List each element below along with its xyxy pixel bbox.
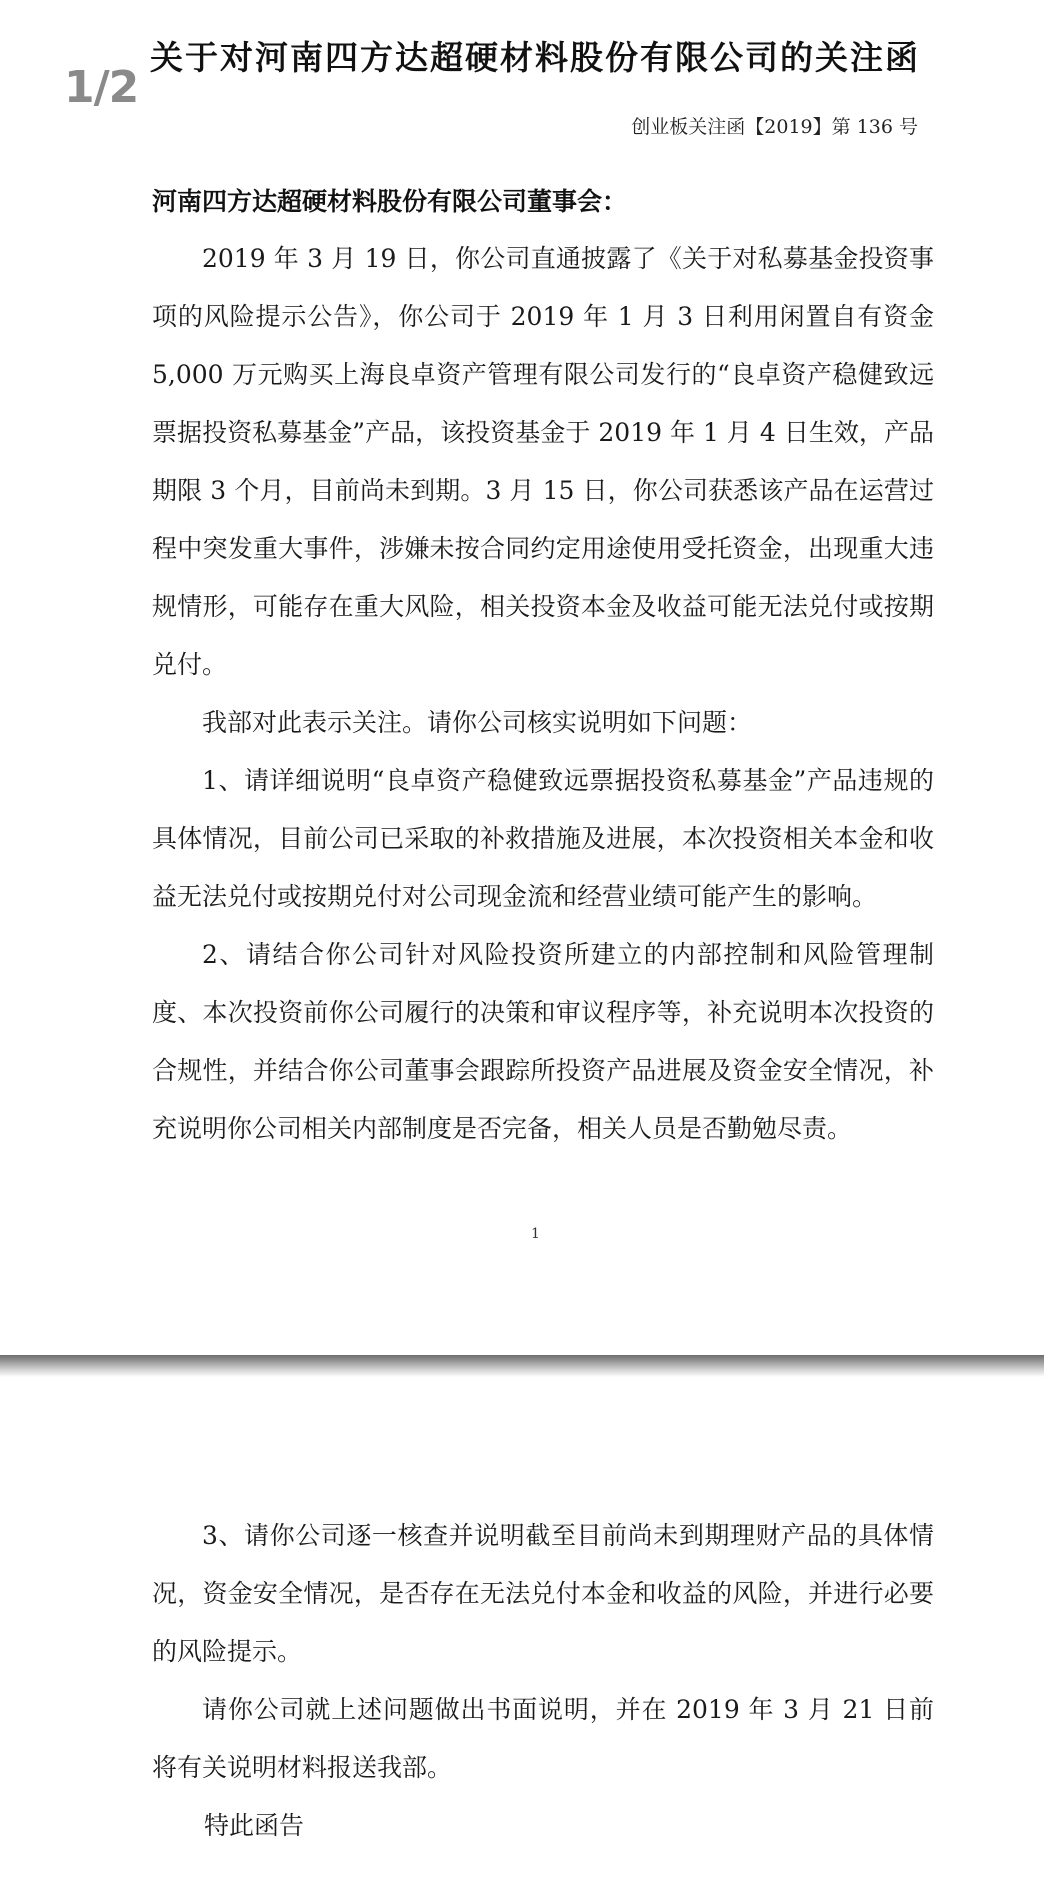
question-1: 1、请详细说明“良卓资产稳健致远票据投资私募基金”产品违规的具体情况，目前公司已采取的补救措施及进展，本次投资相关本金和收益无法兑付或按期兑付对公司现金流和经营业绩可能产生的影响。 <box>152 766 934 911</box>
recipient-line: 河南四方达超硬材料股份有限公司董事会： <box>152 187 628 216</box>
page1-body <box>152 230 934 1158</box>
page-footer-number: 1 <box>531 1226 540 1242</box>
page-indicator: 1/2 <box>64 62 139 113</box>
question-2: 2、请结合你公司针对风险投资所建立的内部控制和风险管理制度、本次投资前你公司履行的决策和审议程序等，补充说明本次投资的合规性，并结合你公司董事会跟踪所投资产品进展及资金安全情况，补充说明你公司相关内部制度是否完备，相关人员是否勤勉尽责。 <box>152 940 934 1143</box>
paragraph-deadline: 请你公司就上述问题做出书面说明，并在 2019 年 3 月 21 日前将有关说明材料报送我部。 <box>152 1695 934 1782</box>
paragraph-background: 2019 年 3 月 19 日，你公司直通披露了《关于对私募基金投资事项的风险提示公告》，你公司于 2019 年 1 月 3 日利用闲置自有资金 5,000 万元购买上海良卓资产管理有限公司发行的“良卓资产稳健致远票据投资私募基金”产品，该投资基金于 2019 年 1 月 4 日生效，产品期限 3 个月，目前尚未到期。3 月 15 日，你公司获悉该产品在运营过程中突发重大事件，涉嫌未按合同约定用途使用受托资金，出现重大违规情形，可能存在重大风险，相关投资本金及收益可能无法兑付或按期兑付。 <box>152 244 934 679</box>
paragraph-concern: 我部对此表示关注。请你公司核实说明如下问题： <box>202 708 753 737</box>
page-separator <box>0 1355 1044 1377</box>
page2-body <box>152 1507 934 1797</box>
closing-line: 特此函告 <box>204 1811 305 1840</box>
document-title: 关于对河南四方达超硬材料股份有限公司的关注函 <box>150 38 920 77</box>
document-number: 创业板关注函【2019】第 136 号 <box>631 116 918 138</box>
question-3: 3、请你公司逐一核查并说明截至目前尚未到期理财产品的具体情况，资金安全情况，是否存在无法兑付本金和收益的风险，并进行必要的风险提示。 <box>152 1521 934 1666</box>
